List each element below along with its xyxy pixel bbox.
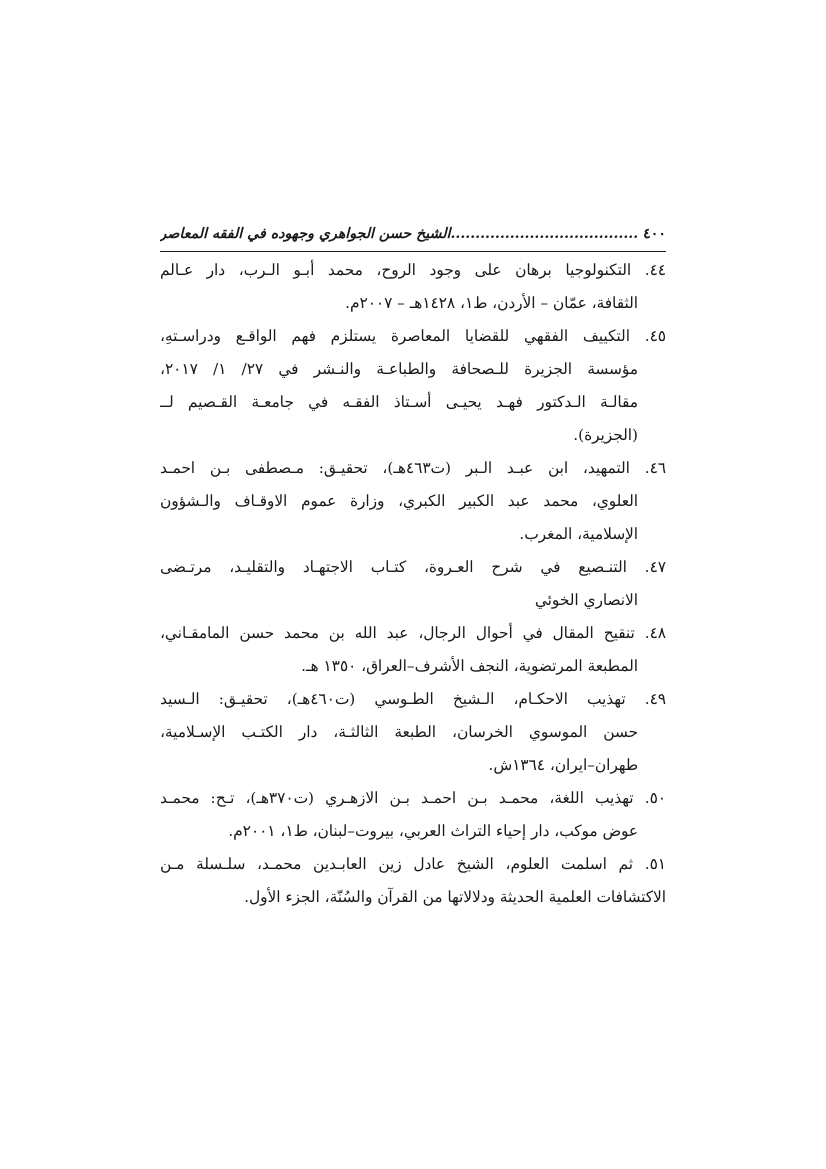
reference-line: ٥٠. تهذيب اللغة، محمـد بـن احمـد بـن الازهـري (ت٣٧٠هـ)، تـح: محمـد [160,789,666,807]
page-number: ٤٠٠ [643,226,666,242]
reference-line: ٤٩. تهذيب الاحكـام، الـشيخ الطـوسي (ت٤٦٠هـ)، تحقيـق: الـسيد [160,690,666,708]
header-rule [160,251,666,252]
reference-line: ٤٦. التمهيد، ابن عبـد الـبر (ت٤٦٣هـ)، تحقيـق: مـصطفى بـن احمـد [160,459,666,477]
reference-line: الإسلامية، المغرب. [519,525,638,543]
reference-entry-51 [160,848,666,914]
reference-line: ٥١. ثم اسلمت العلوم، الشيخ عادل زين العابـدين محمـد، سلـسلة مـن [160,855,666,873]
reference-entry-49 [160,683,666,782]
header-leader: ...................................... [450,226,639,242]
running-title: الشيخ حسن الجواهري وجهوده في الفقه المعاصر [160,226,451,242]
reference-line: الاكتشافات العلمية الحديثة ودلالاتها من القرآن والسُنّة، الجزء الأول. [244,888,666,906]
reference-line: الانصاري الخوئي [534,591,638,609]
reference-list [160,254,666,914]
running-header [160,218,666,250]
reference-entry-50 [160,782,666,848]
reference-entry-48 [160,617,666,683]
reference-line: عوض موكب، دار إحياء التراث العربي، بيروت–لبنان، ط١، ٢٠٠١م. [228,822,638,840]
reference-entry-44 [160,254,666,320]
reference-line: حسن الموسوي الخرسان، الطبعة الثالثـة، دار الكتـب الإسـلامية، [160,723,638,741]
reference-line: ٤٨. تنقيح المقال في أحوال الرجال، عبد الله بن محمد حسن المامقـاني، [160,624,666,642]
reference-line: العلوي، محمد عبد الكبير الكبري، وزارة عموم الاوقـاف والـشؤون [160,492,638,510]
reference-line: ٤٤. التكنولوجيا برهان على وجود الروح، محمد أبـو الـرب، دار عـالم [160,261,666,279]
reference-line: الثقافة، عمّان – الأردن، ط١، ١٤٢٨هـ – ٢٠٠٧م. [345,294,638,312]
reference-line: طهران–ايران، ١٣٦٤ش. [488,756,638,774]
reference-entry-46 [160,452,666,551]
reference-line: المطبعة المرتضوية، النجف الأشرف–العراق، ١٣٥٠ هـ. [301,657,638,675]
reference-entry-45 [160,320,666,452]
reference-line: مؤسسة الجزيرة للـصحافة والطباعـة والنـشر في ٢٧/ ١/ ٢٠١٧، [160,360,638,378]
reference-line: مقالـة الـدكتور فهـد يحيـى أسـتاذ الفقـه في جامعـة القـصيم لــ [160,393,638,411]
reference-entry-47 [160,551,666,617]
reference-line: (الجزيرة). [573,426,638,444]
reference-line: ٤٥. التكييف الفقهي للقضايا المعاصرة يستلزم فهم الواقـع ودراسـتهِ، [160,327,666,345]
reference-line: ٤٧. التنـصيع في شرح العـروة، كتـاب الاجتهـاد والتقليـد، مرتـضى [160,558,666,576]
